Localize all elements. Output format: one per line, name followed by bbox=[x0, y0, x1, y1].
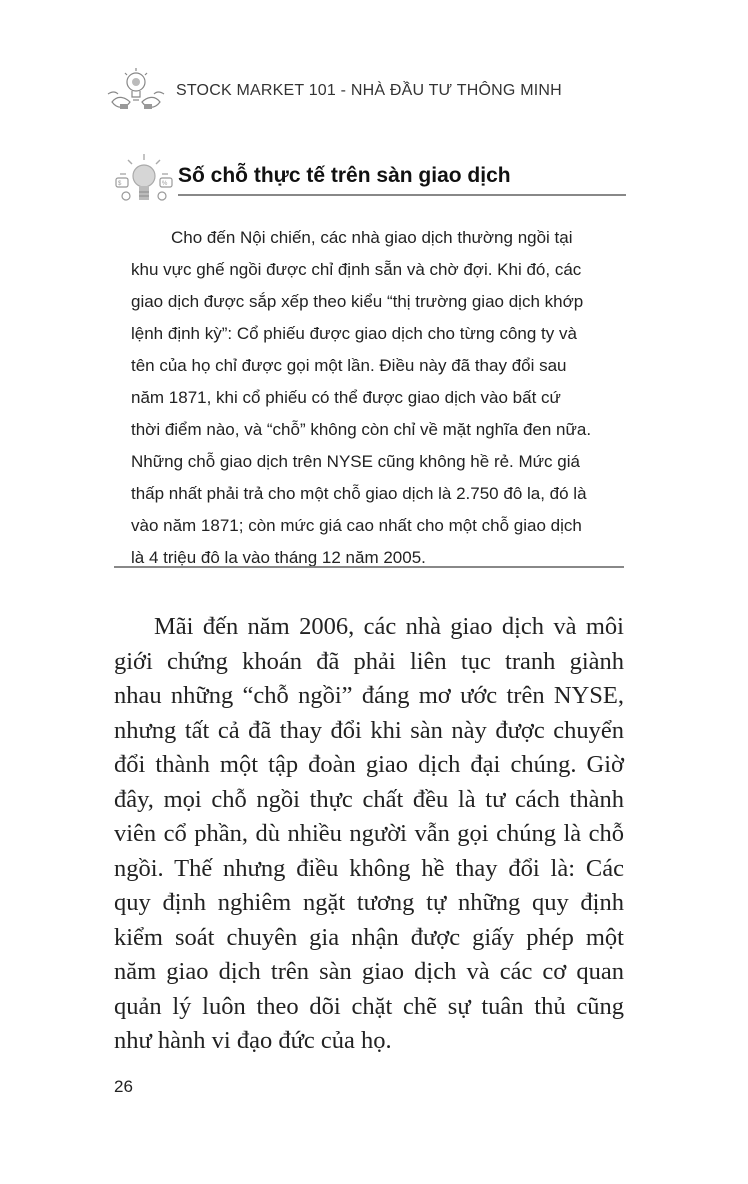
sidebar-box-text bbox=[131, 222, 611, 574]
page-number: 26 bbox=[114, 1077, 133, 1096]
body-text-line: viên cổ phần, dù nhiều người vẫn gọi chúng là chỗ bbox=[114, 820, 624, 847]
box-text-line: năm 1871, khi cổ phiếu có thể được giao dịch vào bất cứ bbox=[131, 388, 561, 407]
box-text-line: Những chỗ giao dịch trên NYSE cũng không hề rẻ. Mức giá bbox=[131, 452, 580, 471]
lightbulb-ornament-icon bbox=[106, 64, 166, 114]
box-text-line: khu vực ghế ngồi được chỉ định sẵn và chờ đợi. Khi đó, các bbox=[131, 260, 582, 279]
sidebar-box-header bbox=[114, 152, 626, 208]
body-text-line: quản lý luôn theo dõi chặt chẽ sự tuân thủ cũng bbox=[114, 992, 624, 1020]
main-paragraph bbox=[114, 610, 624, 1059]
box-text-line: là 4 triệu đô la vào tháng 12 năm 2005. bbox=[131, 548, 426, 567]
box-text-line: thời điểm nào, và “chỗ” không còn chỉ về mặt nghĩa đen nữa. bbox=[131, 420, 592, 439]
body-text-line: đây, mọi chỗ ngồi thực chất đều là tư cách thành bbox=[114, 785, 624, 813]
body-text-line: năm giao dịch trên sàn giao dịch và các cơ quan bbox=[114, 958, 624, 985]
body-text-line: nhưng tất cả đã thay đổi khi sàn này được chuyển bbox=[114, 716, 624, 744]
body-text-line: kiểm soát chuyên gia nhận được giấy phép một bbox=[114, 923, 624, 951]
body-text-line: Mãi đến năm 2006, các nhà giao dịch và môi bbox=[154, 613, 624, 640]
box-title-underline bbox=[178, 164, 626, 196]
running-header bbox=[106, 64, 562, 114]
running-header-title: STOCK MARKET 101 - NHÀ ĐẦU TƯ THÔNG MINH bbox=[176, 82, 562, 99]
lightbulb-idea-icon bbox=[114, 152, 174, 208]
svg-text:%: % bbox=[162, 181, 168, 187]
svg-text:$: $ bbox=[118, 181, 122, 187]
body-text-line: như hành vi đạo đức của họ. bbox=[114, 1027, 392, 1054]
box-bottom-divider bbox=[114, 566, 624, 568]
box-text-line: tên của họ chỉ được gọi một lần. Điều này đã thay đổi sau bbox=[131, 356, 567, 375]
body-text-line: đổi thành một tập đoàn giao dịch đại chúng. Giờ bbox=[114, 751, 624, 778]
box-text-line: vào năm 1871; còn mức giá cao nhất cho một chỗ giao dịch bbox=[131, 516, 582, 535]
body-text-line: nhau những “chỗ ngồi” đáng mơ ước trên NYSE, bbox=[114, 682, 624, 709]
body-text-line: quy định nghiêm ngặt tương tự những quy định bbox=[114, 889, 624, 916]
body-text-line: ngồi. Thế nhưng điều không hề thay đổi là: Các bbox=[114, 854, 624, 882]
box-text-line: giao dịch được sắp xếp theo kiểu “thị trường giao dịch khớp bbox=[131, 292, 584, 311]
box-text-line: lệnh định kỳ”: Cổ phiếu được giao dịch cho từng công ty và bbox=[131, 324, 577, 343]
box-title: Số chỗ thực tế trên sàn giao dịch bbox=[178, 164, 511, 187]
body-text-line: giới chứng khoán đã phải liên tục tranh giành bbox=[114, 647, 624, 675]
box-text-line: Cho đến Nội chiến, các nhà giao dịch thường ngồi tại bbox=[171, 228, 573, 247]
box-text-line: thấp nhất phải trả cho một chỗ giao dịch là 2.750 đô la, đó là bbox=[131, 484, 587, 503]
